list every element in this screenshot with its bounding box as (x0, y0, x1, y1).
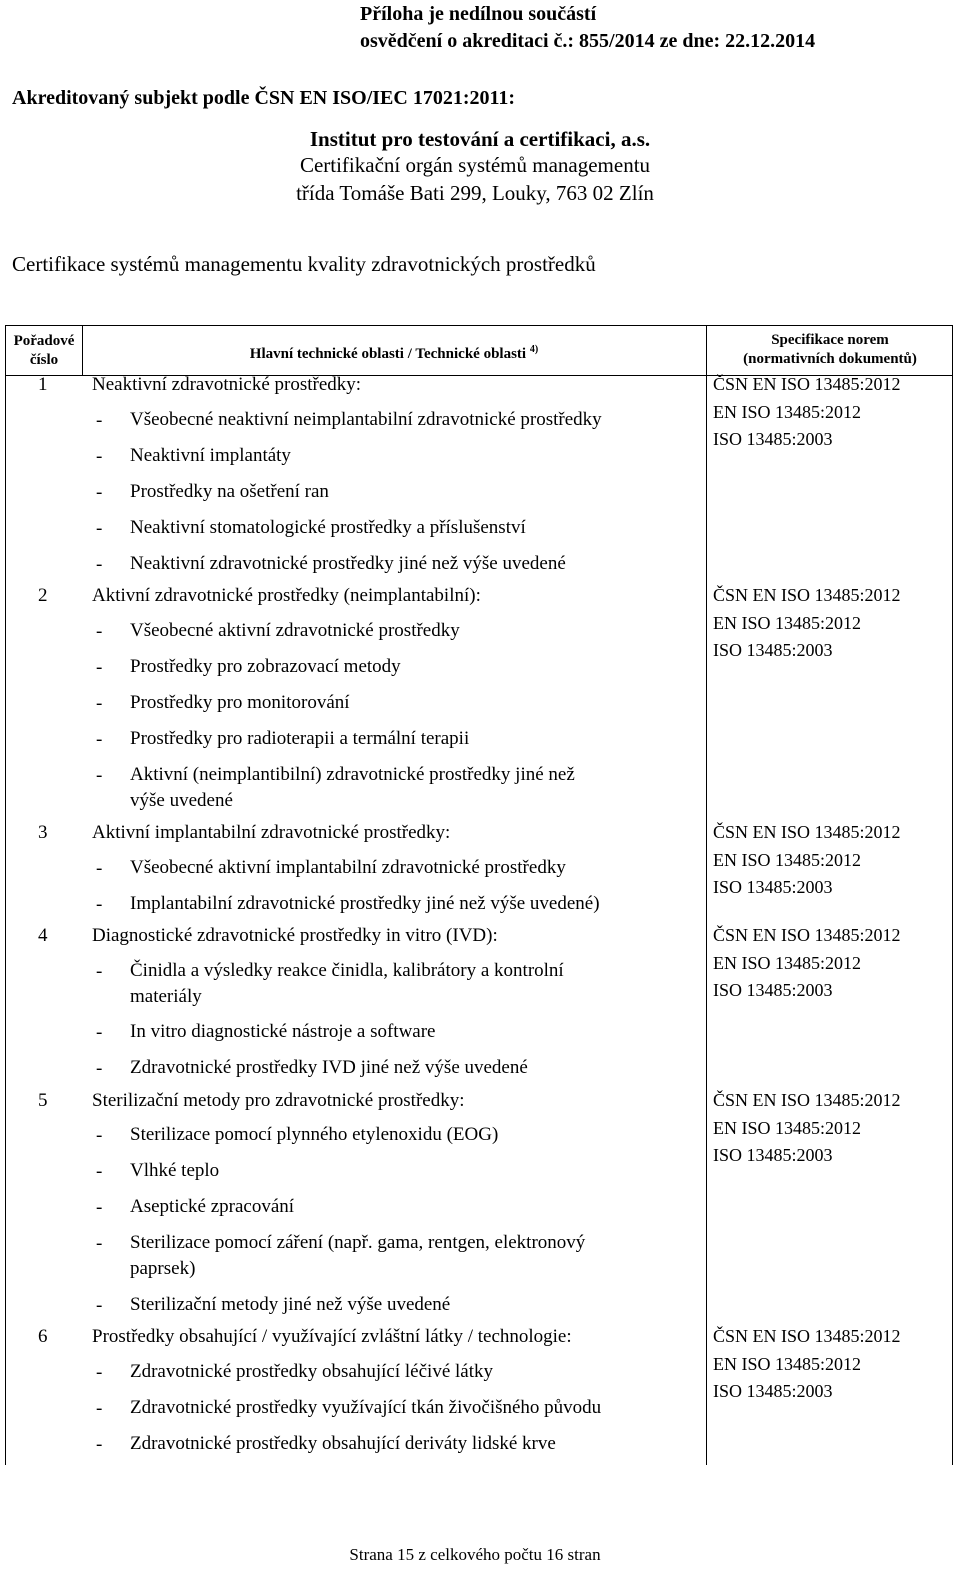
list-item: Neaktivní zdravotnické prostředky jiné než výše uvedené (130, 553, 566, 574)
spec-cell (713, 1087, 901, 1170)
spec-line: ISO 13485:2003 (713, 429, 833, 449)
spec-line: ČSN EN ISO 13485:2012 (713, 374, 901, 394)
spec-line: ČSN EN ISO 13485:2012 (713, 1090, 901, 1110)
row-number: 6 (38, 1326, 48, 1347)
list-item: Sterilizace pomocí záření (např. gama, rentgen, elektronový paprsek) (130, 1232, 586, 1279)
list-dash: - (96, 1434, 103, 1455)
annex-line-1: Příloha je nedílnou součástí (360, 3, 597, 25)
group-title: Aktivní implantabilní zdravotnické prostředky: (92, 822, 451, 843)
list-item: Aktivní (neimplantibilní) zdravotnické prostředky jiné než výše uvedené (130, 764, 575, 811)
list-item: Zdravotnické prostředky obsahující deriváty lidské krve (130, 1433, 556, 1454)
spec-cell (713, 371, 901, 454)
column-header-areas-label: Hlavní technické oblasti / Technické oblasti (249, 346, 527, 362)
list-dash: - (96, 894, 103, 915)
row-number: 5 (38, 1090, 48, 1111)
list-item: Prostředky na ošetření ran (130, 481, 329, 502)
list-dash: - (96, 446, 103, 467)
row-number: 3 (38, 822, 48, 843)
list-item: Sterilizační metody jiné než výše uvedené (130, 1294, 451, 1315)
list-dash: - (96, 693, 103, 714)
column-header-areas (84, 340, 704, 364)
list-item: Zdravotnické prostředky IVD jiné než výše uvedené (130, 1057, 528, 1078)
list-item: Neaktivní implantáty (130, 445, 291, 466)
spec-cell (713, 922, 901, 1005)
table-col-divider-1 (82, 325, 83, 375)
list-item: Všeobecné neaktivní neimplantabilní zdravotnické prostředky (130, 409, 602, 430)
spec-line: EN ISO 13485:2012 (713, 1353, 861, 1374)
list-item: Všeobecné aktivní implantabilní zdravotnické prostředky (130, 857, 566, 878)
list-dash: - (96, 482, 103, 503)
group-title: Aktivní zdravotnické prostředky (neimplantabilní): (92, 585, 481, 606)
list-item: Zdravotnické prostředky využívající tkán živočišného původu (130, 1397, 602, 1418)
column-header-spec-line-2: (normativních dokumentů) (743, 351, 917, 367)
spec-line: ČSN EN ISO 13485:2012 (713, 1326, 901, 1346)
list-dash: - (96, 410, 103, 431)
institute-department: Certifikační orgán systémů managementu (299, 153, 651, 177)
certification-title: Certifikace systémů managementu kvality zdravotnických prostředků (12, 252, 596, 276)
list-dash: - (96, 657, 103, 678)
row-number: 2 (38, 585, 48, 606)
list-item: In vitro diagnostické nástroje a software (130, 1021, 436, 1042)
table-right-border (952, 325, 953, 1465)
spec-line: EN ISO 13485:2012 (713, 401, 861, 422)
spec-line: ISO 13485:2003 (713, 1381, 833, 1401)
list-item: Neaktivní stomatologické prostředky a příslušenství (130, 517, 526, 538)
list-dash: - (96, 765, 103, 786)
list-dash: - (96, 961, 103, 982)
annex-line-2: osvědčení o akreditaci č.: 855/2014 ze dne: 22.12.2014 (360, 30, 816, 52)
list-dash: - (96, 554, 103, 575)
column-header-spec-line-1: Specifikace norem (771, 332, 889, 348)
column-header-number (8, 332, 80, 370)
table-left-border (5, 325, 6, 1465)
group-title: Prostředky obsahující / využívající zvláštní látky / technologie: (92, 1326, 572, 1347)
list-item: Prostředky pro monitorování (130, 692, 350, 713)
spec-cell (713, 1323, 901, 1406)
row-number: 4 (38, 925, 48, 946)
spec-cell (713, 582, 901, 665)
table-col-divider-2 (706, 325, 707, 1465)
list-item: Vlhké teplo (130, 1160, 220, 1181)
column-header-spec (708, 331, 952, 369)
column-header-number-line-2: číslo (29, 352, 59, 368)
list-dash: - (96, 621, 103, 642)
spec-line: EN ISO 13485:2012 (713, 849, 861, 870)
list-item: Aseptické zpracování (130, 1196, 295, 1217)
institute-address: třída Tomáše Bati 299, Louky, 763 02 Zlín (296, 181, 654, 205)
spec-line: EN ISO 13485:2012 (713, 1117, 861, 1138)
list-dash: - (96, 1197, 103, 1218)
spec-line: ISO 13485:2003 (713, 877, 833, 897)
spec-line: EN ISO 13485:2012 (713, 612, 861, 633)
list-item: Implantabilní zdravotnické prostředky jiné než výše uvedené) (130, 893, 600, 914)
column-header-number-line-1: Pořadové (13, 333, 75, 349)
group-title: Sterilizační metody pro zdravotnické prostředky: (92, 1090, 465, 1111)
list-item: Prostředky pro radioterapii a termální terapii (130, 728, 470, 749)
list-dash: - (96, 1295, 103, 1316)
list-item: Zdravotnické prostředky obsahující léčivé látky (130, 1361, 493, 1382)
spec-line: ČSN EN ISO 13485:2012 (713, 822, 901, 842)
list-dash: - (96, 858, 103, 879)
spec-line: ISO 13485:2003 (713, 640, 833, 660)
list-item: Sterilizace pomocí plynného etylenoxidu (EOG) (130, 1124, 499, 1145)
list-dash: - (96, 1161, 103, 1182)
spec-line: ISO 13485:2003 (713, 980, 833, 1000)
group-title: Diagnostické zdravotnické prostředky in vitro (IVD): (92, 925, 498, 946)
list-dash: - (96, 1362, 103, 1383)
spec-line: ČSN EN ISO 13485:2012 (713, 585, 901, 605)
list-dash: - (96, 1125, 103, 1146)
list-dash: - (96, 518, 103, 539)
spec-line: ČSN EN ISO 13485:2012 (713, 925, 901, 945)
list-dash: - (96, 1058, 103, 1079)
list-item: Prostředky pro zobrazovací metody (130, 656, 401, 677)
spec-cell (713, 819, 901, 902)
list-dash: - (96, 1022, 103, 1043)
institute-name: Institut pro testování a certifikaci, a.s. (309, 127, 651, 151)
list-dash: - (96, 729, 103, 750)
spec-line: EN ISO 13485:2012 (713, 952, 861, 973)
list-dash: - (96, 1398, 103, 1419)
list-dash: - (96, 1233, 103, 1254)
spec-line: ISO 13485:2003 (713, 1145, 833, 1165)
row-number: 1 (38, 374, 48, 395)
list-item: Činidla a výsledky reakce činidla, kalibrátory a kontrolní materiály (130, 960, 564, 1007)
table-top-border (5, 325, 953, 326)
group-title: Neaktivní zdravotnické prostředky: (92, 374, 362, 395)
accredited-subject: Akreditovaný subjekt podle ČSN EN ISO/IEC 17021:2011: (12, 87, 516, 109)
page-footer: Strana 15 z celkového počtu 16 stran (349, 1545, 601, 1564)
list-item: Všeobecné aktivní zdravotnické prostředky (130, 620, 460, 641)
column-header-areas-note: 4) (529, 344, 539, 355)
